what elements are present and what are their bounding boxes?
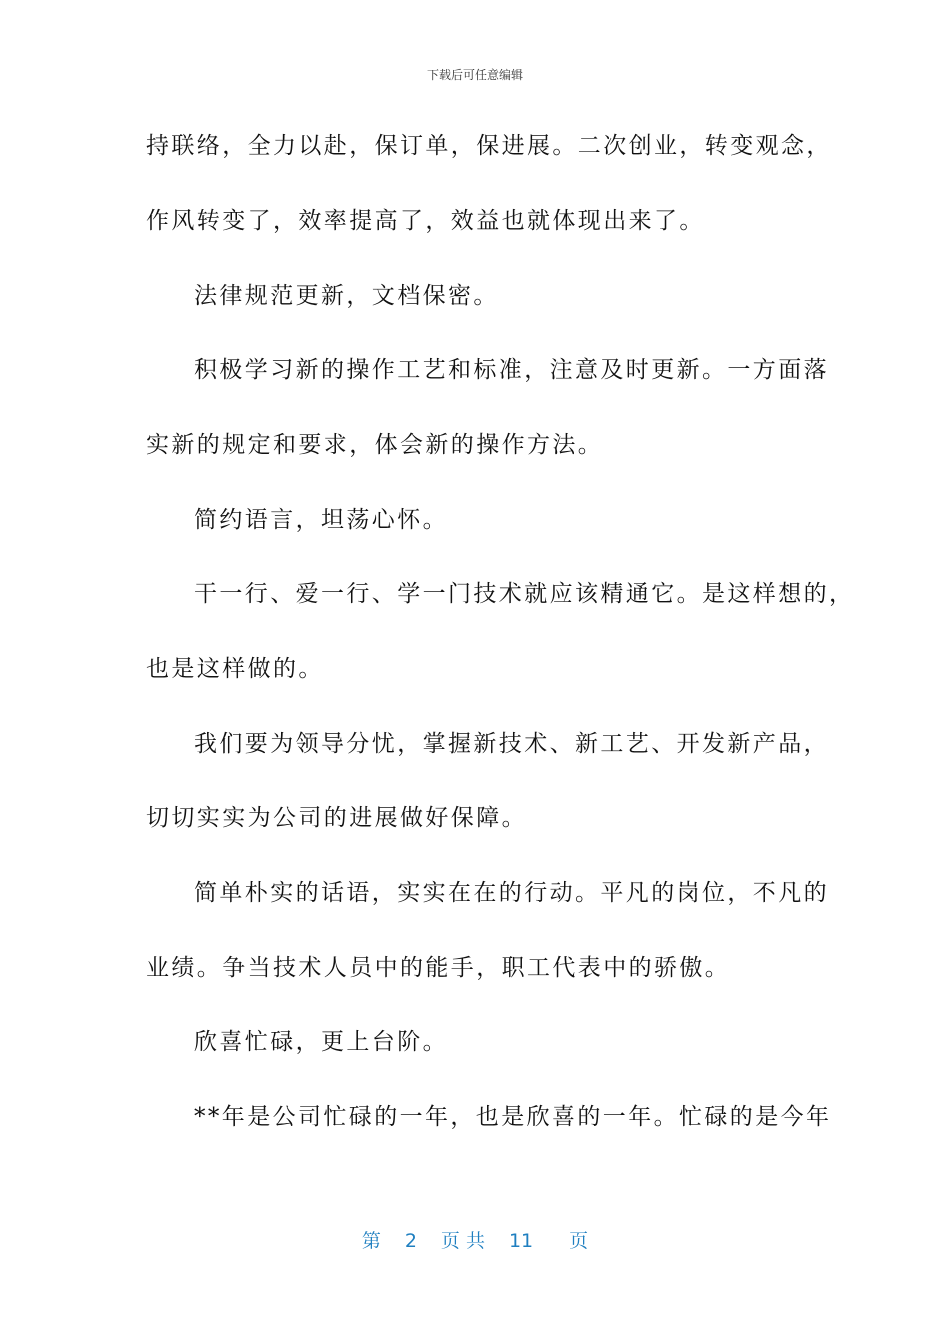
text-line: 积极学习新的操作工艺和标准，注意及时更新。一方面落 xyxy=(194,357,829,383)
page-header: 下载后可任意编辑 xyxy=(426,68,523,82)
text-line: 简约语言，坦荡心怀。 xyxy=(194,507,448,533)
text-line: 我们要为领导分忧，掌握新技术、新工艺、开发新产品， xyxy=(194,731,829,757)
text-line: 持联络，全力以赴，保订单，保进展。二次创业，转变观念， xyxy=(146,133,832,159)
text-line: **年是公司忙碌的一年，也是欣喜的一年。忙碌的是今年 xyxy=(194,1104,832,1130)
footer-total-pages: 11 xyxy=(508,1230,534,1252)
footer-current-page: 2 xyxy=(404,1230,417,1252)
text-line: 切切实实为公司的进展做好保障。 xyxy=(146,805,527,831)
text-line: 实新的规定和要求，体会新的操作方法。 xyxy=(146,432,604,458)
text-line: 简单朴实的话语，实实在在的行动。平凡的岗位，不凡的 xyxy=(194,880,829,906)
text-line: 业绩。争当技术人员中的能手，职工代表中的骄傲。 xyxy=(146,955,731,981)
footer-page-label: 第 xyxy=(361,1230,381,1252)
footer-of-label: 页 共 xyxy=(440,1230,485,1252)
text-line: 干一行、爱一行、学一门技术就应该精通它。是这样想的， xyxy=(194,581,855,607)
text-line: 也是这样做的。 xyxy=(146,656,324,682)
page-footer xyxy=(0,1226,950,1253)
text-line: 欣喜忙碌，更上台阶。 xyxy=(194,1029,448,1055)
text-line: 作风转变了，效率提高了，效益也就体现出来了。 xyxy=(146,208,705,234)
text-line: 法律规范更新，文档保密。 xyxy=(194,283,499,309)
footer-end-label: 页 xyxy=(569,1230,589,1252)
